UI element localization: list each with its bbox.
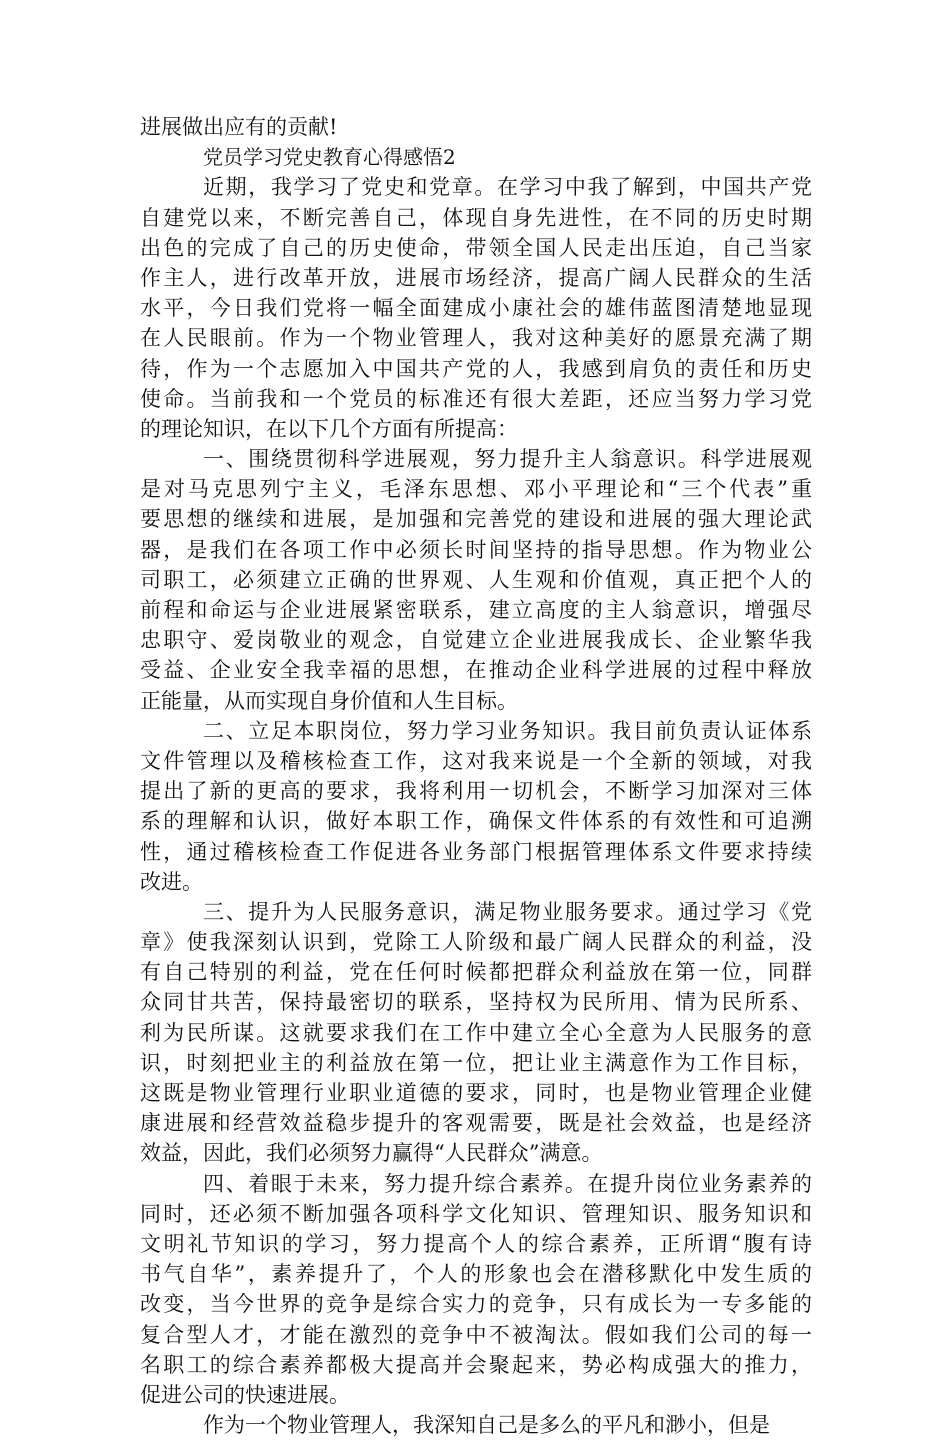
- paragraph: [140, 444, 812, 716]
- text-line: 司职工，必须建立正确的世界观、人生观和价值观，真正把个人的: [140, 567, 812, 592]
- text-line: 效益，因此，我们必须努力赢得“人民群众”满意。: [140, 1141, 603, 1166]
- text-line: 出色的完成了自己的历史使命，带领全国人民走出压迫，自己当家: [140, 235, 812, 260]
- text-line: 名职工的综合素养都极大提高并会聚起来，势必构成强大的推力，: [140, 1352, 812, 1377]
- text-line: 作主人，进行改革开放，进展市场经济，提高广阔人民群众的生活: [140, 265, 812, 290]
- text-line: 同时，还必须不断加强各项科学文化知识、管理知识、服务知识和: [140, 1201, 812, 1226]
- text-line: 促进公司的快速进展。: [140, 1382, 350, 1407]
- text-line: 二、立足本职岗位，努力学习业务知识。我目前负责认证体系: [203, 718, 812, 743]
- text-line: 近期，我学习了党史和党章。在学习中我了解到，中国共产党: [203, 175, 812, 200]
- document-page: [140, 112, 812, 1440]
- paragraph: [140, 1410, 812, 1440]
- text-line: 作为一个物业管理人，我深知自己是多么的平凡和渺小，但是: [203, 1413, 770, 1438]
- text-line: 章》使我深刻认识到，党除工人阶级和最广阔人民群众的利益，没: [140, 930, 812, 955]
- text-line: 四、着眼于未来，努力提升综合素养。在提升岗位业务素养的: [203, 1171, 812, 1196]
- text-line: 忠职守、爱岗敬业的观念，自觉建立企业进展我成长、企业繁华我: [140, 628, 812, 653]
- text-line: 众同甘共苦，保持最密切的联系，坚持权为民所用、情为民所系、: [140, 990, 812, 1015]
- text-line: 系的理解和认识，做好本职工作，确保文件体系的有效性和可追溯: [140, 809, 812, 834]
- text-line: 自建党以来，不断完善自己，体现自身先进性，在不同的历史时期: [140, 205, 812, 230]
- text-line: 书气自华”，素养提升了，个人的形象也会在潜移默化中发生质的: [140, 1262, 812, 1287]
- paragraph: [140, 112, 812, 142]
- text-line: 前程和命运与企业进展紧密联系，建立高度的主人翁意识，增强尽: [140, 598, 812, 622]
- text-line: 进展做出应有的贡献!: [140, 115, 338, 139]
- text-line: 复合型人才，才能在激烈的竞争中不被淘汰。假如我们公司的每一: [140, 1322, 812, 1347]
- text-line: 有自己特别的利益，党在任何时候都把群众利益放在第一位，同群: [140, 960, 812, 985]
- text-line: 提出了新的更高的要求，我将利用一切机会，不断学习加深对三体: [140, 779, 812, 804]
- text-line: 文明礼节知识的学习，努力提高个人的综合素养，正所谓“腹有诗: [140, 1231, 812, 1256]
- paragraph: [140, 172, 812, 444]
- text-line: 党员学习党史教育心得感悟2: [203, 145, 456, 170]
- text-line: 文件管理以及稽核检查工作，这对我来说是一个全新的领域，对我: [140, 748, 812, 773]
- text-line: 使命。当前我和一个党员的标准还有很大差距，还应当努力学习党: [140, 386, 812, 411]
- paragraph: [140, 716, 812, 897]
- text-line: 改变，当今世界的竞争是综合实力的竞争，只有成长为一专多能的: [140, 1292, 812, 1317]
- text-line: 的理论知识，在以下几个方面有所提高：: [140, 416, 518, 441]
- paragraph: [140, 897, 812, 1169]
- text-line: 一、围绕贯彻科学进展观，努力提升主人翁意识。科学进展观: [203, 447, 812, 472]
- text-line: 是对马克思列宁主义，毛泽东思想、邓小平理论和“三个代表”重: [140, 477, 812, 502]
- text-line: 器，是我们在各项工作中必须长时间坚持的指导思想。作为物业公: [140, 537, 812, 562]
- text-line: 受益、企业安全我幸福的思想，在推动企业科学进展的过程中释放: [140, 658, 812, 683]
- text-line: 康进展和经营效益稳步提升的客观需要，既是社会效益，也是经济: [140, 1111, 812, 1136]
- text-line: 三、提升为人民服务意识，满足物业服务要求。通过学习《党: [203, 899, 812, 924]
- text-line: 水平，今日我们党将一幅全面建成小康社会的雄伟蓝图清楚地显现: [140, 296, 812, 321]
- paragraph: [140, 1169, 812, 1411]
- text-line: 改进。: [140, 869, 203, 894]
- section-title: [140, 142, 812, 172]
- text-line: 这既是物业管理行业职业道德的要求，同时，也是物业管理企业健: [140, 1081, 812, 1105]
- text-line: 识，时刻把业主的利益放在第一位，把让业主满意作为工作目标，: [140, 1050, 812, 1075]
- text-line: 在人民眼前。作为一个物业管理人，我对这种美好的愿景充满了期: [140, 326, 812, 351]
- text-line: 正能量，从而实现自身价值和人生目标。: [140, 688, 518, 713]
- text-line: 利为民所谋。这就要求我们在工作中建立全心全意为人民服务的意: [140, 1020, 812, 1045]
- text-line: 待，作为一个志愿加入中国共产党的人，我感到肩负的责任和历史: [140, 356, 812, 381]
- text-line: 性，通过稽核检查工作促进各业务部门根据管理体系文件要求持续: [140, 839, 812, 864]
- text-line: 要思想的继续和进展，是加强和完善党的建设和进展的强大理论武: [140, 507, 812, 532]
